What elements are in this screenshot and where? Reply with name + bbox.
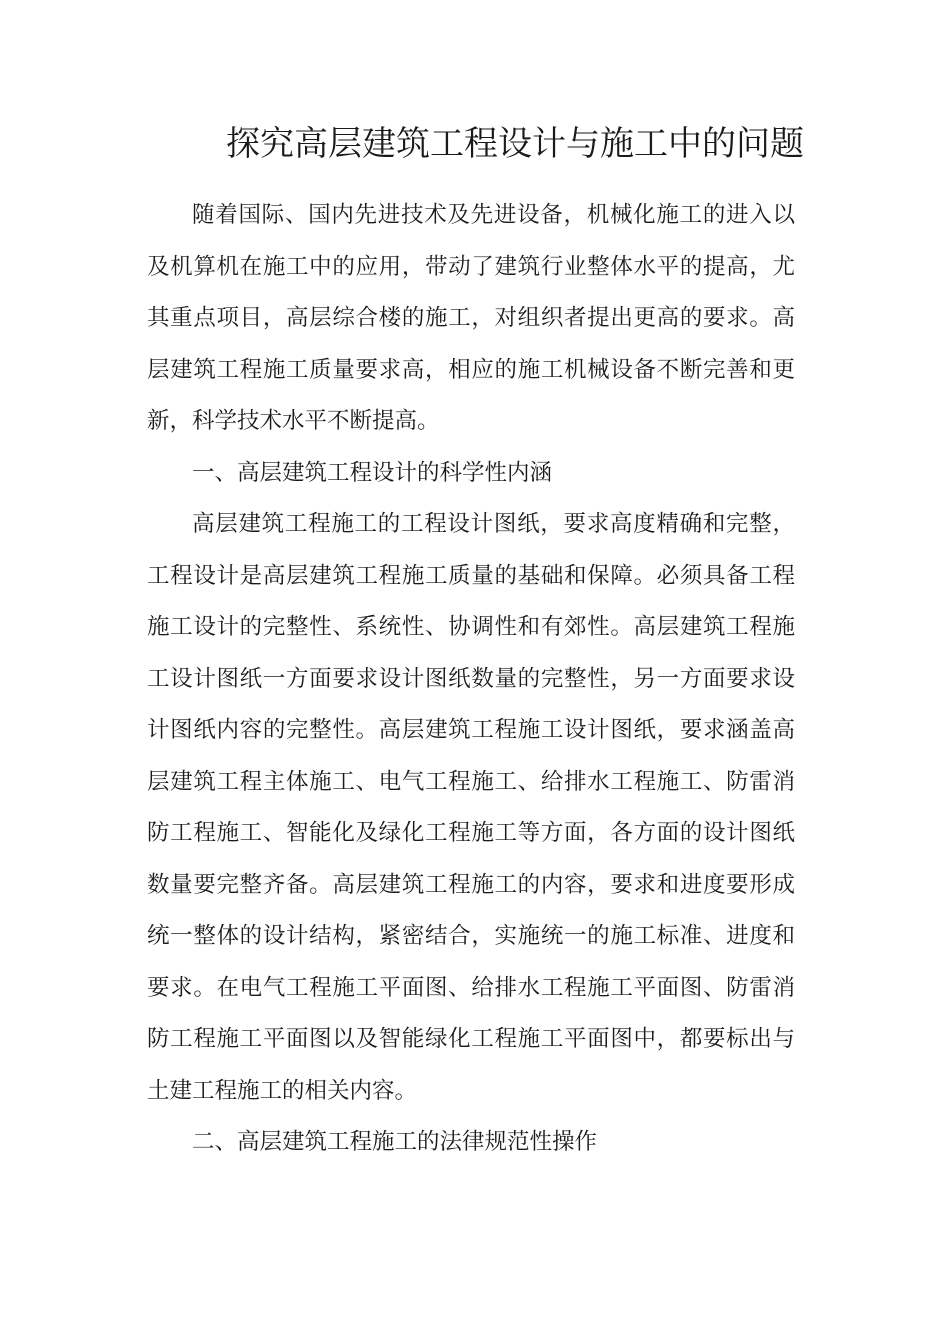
- document-body: [147, 190, 795, 1169]
- section-heading-2: 二、高层建筑工程施工的法律规范性操作: [192, 1129, 598, 1155]
- paragraph-intro: 随着国际、国内先进技术及先进设备，机械化施工的进入以及机算机在施工中的应用，带动了建筑行业整体水平的提高，尤其重点项目，高层综合楼的施工，对组织者提出更高的要求。高层建筑工程施工质量要求高，相应的施工机械设备不断完善和更新，科学技术水平不断提高。: [147, 202, 795, 434]
- document-title: 探究高层建筑工程设计与施工中的问题: [226, 124, 804, 164]
- paragraph-section-1: 高层建筑工程施工的工程设计图纸，要求高度精确和完整，工程设计是高层建筑工程施工质量的基础和保障。必须具备工程施工设计的完整性、系统性、协调性和有郊性。高层建筑工程施工设计图纸一方面要求设计图纸数量的完整性，另一方面要求设计图纸内容的完整性。高层建筑工程施工设计图纸，要求涵盖高层建筑工程主体施工、电气工程施工、给排水工程施工、防雷消防工程施工、智能化及绿化工程施工等方面，各方面的设计图纸数量要完整齐备。高层建筑工程施工的内容，要求和进度要形成统一整体的设计结构，紧密结合，实施统一的施工标准、进度和要求。在电气工程施工平面图、给排水工程施工平面图、防雷消防工程施工平面图以及智能绿化工程施工平面图中，都要标出与土建工程施工的相关内容。: [147, 511, 795, 1104]
- section-heading-1: 一、高层建筑工程设计的科学性内涵: [192, 459, 553, 486]
